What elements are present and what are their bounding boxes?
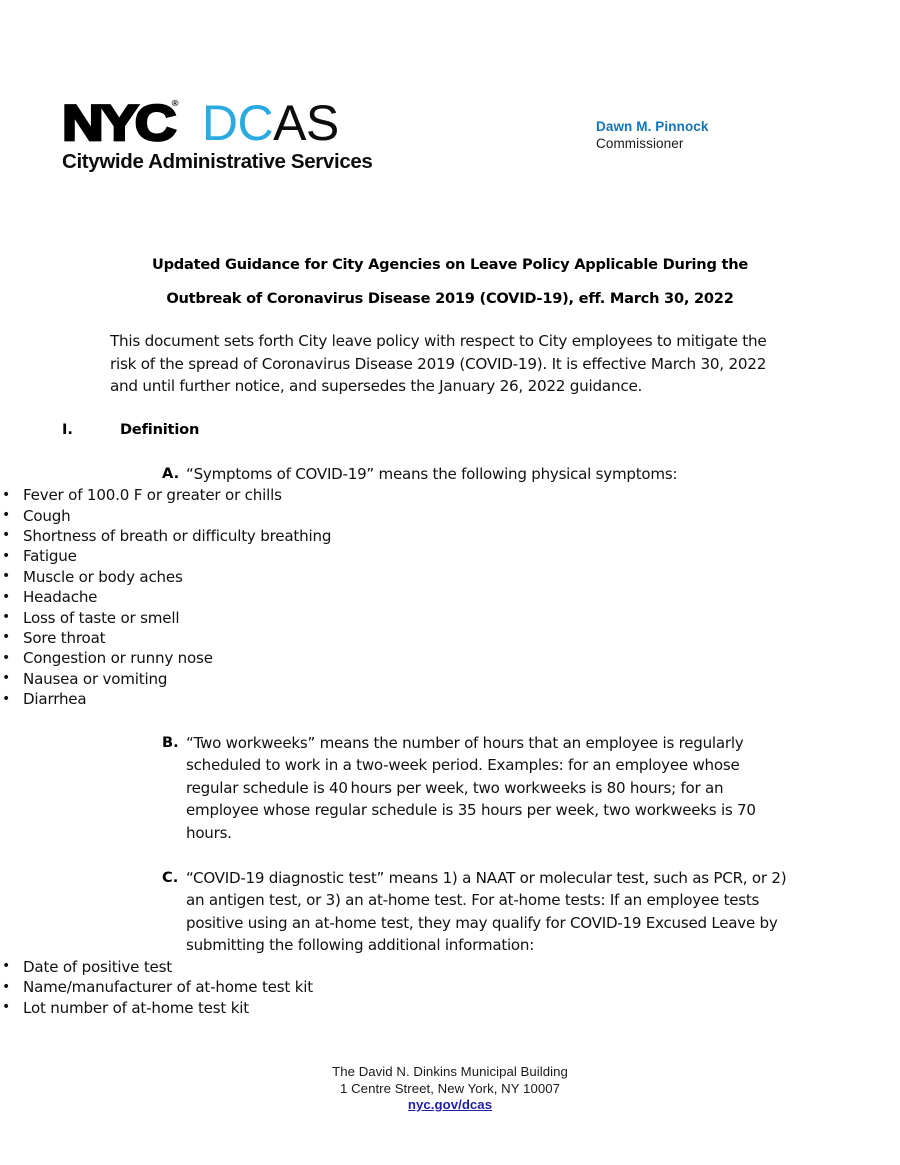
section-heading-definition [0, 419, 900, 441]
list-item: • Fatigue [0, 546, 900, 566]
list-item: • Shortness of breath or difficulty breathing [0, 526, 900, 546]
list-item: • Cough [0, 506, 900, 526]
list-item: • Diarrhea [0, 689, 900, 709]
dcas-wordmark [201, 95, 339, 151]
dcas-wordmark-blue: DC [201, 95, 274, 151]
commissioner-name: Dawn M. Pinnock [596, 119, 709, 134]
page-title-line-2: Outbreak of Coronavirus Disease 2019 (COVID-19), eff. March 30, 2022 [166, 290, 734, 307]
item-letter-a: A. [162, 464, 180, 482]
footer-website-link[interactable]: nyc.gov/dcas [407, 1097, 493, 1112]
item-body-c [186, 867, 788, 957]
section-number: I. [62, 420, 73, 438]
list-item: • Name/manufacturer of at-home test kit [0, 977, 900, 997]
definition-item-c [0, 867, 900, 957]
item-letter-c: C. [162, 868, 179, 886]
letterhead [0, 0, 900, 200]
definition-item-a [0, 463, 900, 486]
section-title: Definition [120, 420, 200, 438]
list-item: • Nausea or vomiting [0, 669, 900, 689]
symptoms-list [0, 485, 900, 709]
item-text-b: “Two workweeks” means the number of hours that an employee is regularly scheduled to work in a two-week period. Examples: for an employee whose regular schedule is 40 hours per week, two workweeks is 80 hours; for an employee whose regular schedule is 35 hours per week, two workweeks is 70 hours. [186, 733, 756, 842]
agency-tagline: Citywide Administrative Services [62, 150, 373, 173]
logo-wordmark-row [62, 95, 362, 152]
list-item: • Congestion or runny nose [0, 648, 900, 668]
definition-item-b [0, 732, 900, 845]
nyc-logo-label: NYC [62, 95, 173, 152]
document-body [0, 248, 900, 1018]
page-footer [0, 1064, 900, 1114]
dcas-wordmark-dark: AS [273, 95, 339, 151]
list-item: • Loss of taste or smell [0, 608, 900, 628]
item-text-a: “Symptoms of COVID-19” means the following physical symptoms: [186, 464, 678, 483]
intro-paragraph: This document sets forth City leave policy with respect to City employees to mitigate the risk of the spread of Coronavirus Disease 2019 (COVID-19). It is effective March 30, 2022 and until further notice, and supersedes the January 26, 2022 guidance. [110, 332, 767, 395]
commissioner-title: Commissioner [596, 136, 684, 152]
item-body-a [186, 463, 788, 486]
item-text-c: “COVID-19 diagnostic test” means 1) a NAAT or molecular test, such as PCR, or 2) an antigen test, or 3) an at-home test. For at-home tests: If an employee tests positive using an at-home test, they may qualify for COVID-19 Excused Leave by submitting the following additional information: [186, 868, 787, 955]
list-item: • Sore throat [0, 628, 900, 648]
registered-trademark-icon: ® [171, 99, 179, 109]
commissioner-block [596, 118, 709, 153]
list-item: • Date of positive test [0, 957, 900, 977]
item-body-b [186, 732, 788, 845]
item-letter-b: B. [162, 733, 179, 751]
footer-address-line-1: The David N. Dinkins Municipal Building [332, 1064, 568, 1079]
page-title-line-1: Updated Guidance for City Agencies on Leave Policy Applicable During the [152, 256, 748, 273]
page-title [130, 248, 770, 316]
at-home-test-info-list [0, 957, 900, 1018]
list-item: • Fever of 100.0 F or greater or chills [0, 485, 900, 505]
dcas-logo [62, 95, 373, 174]
list-item: • Headache [0, 587, 900, 607]
nyc-logo-text [62, 95, 179, 152]
footer-address-line-2: 1 Centre Street, New York, NY 10007 [340, 1080, 560, 1096]
list-item: • Lot number of at-home test kit [0, 998, 900, 1018]
list-item: • Muscle or body aches [0, 567, 900, 587]
